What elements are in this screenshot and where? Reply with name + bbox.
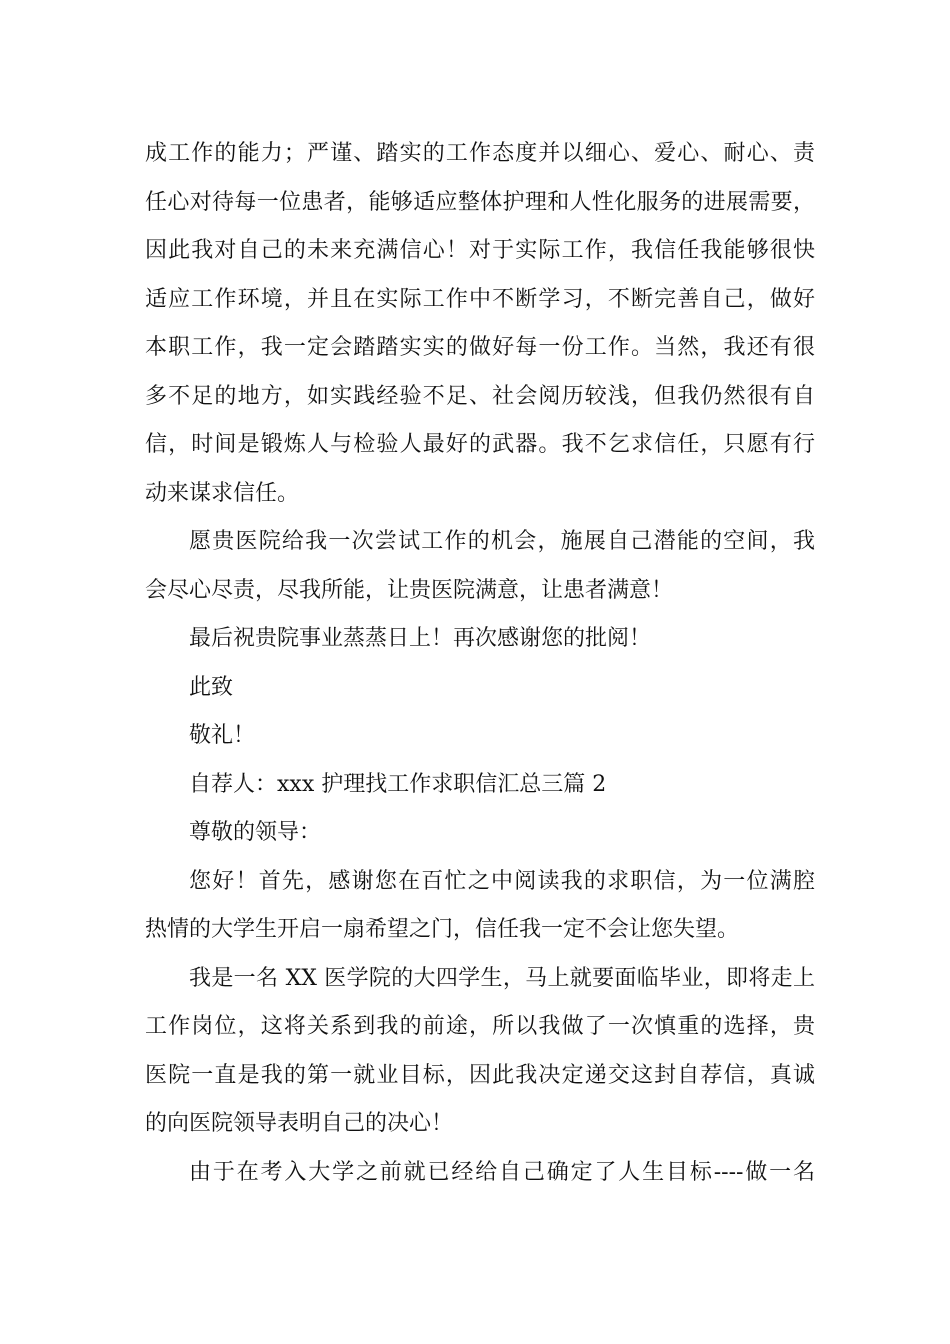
text-line: 尊敬的领导：	[189, 820, 322, 845]
text-line: 本职工作，我一定会踏踏实实的做好每一份工作。当然，我还有很	[145, 335, 815, 360]
text-line: 此致	[189, 674, 234, 700]
text-line: 动来谋求信任。	[145, 480, 300, 506]
text-line: 我是一名 XX 医学院的大四学生，马上就要面临毕业，即将走上	[189, 965, 815, 991]
text-line: 任心对待每一位患者，能够适应整体护理和人性化服务的进展需要，	[145, 189, 815, 215]
text-line: 医院一直是我的第一就业目标，因此我决定递交这封自荐信，真诚	[145, 1062, 815, 1088]
text-line: 热情的大学生开启一扇希望之门，信任我一定不会让您失望。	[145, 917, 740, 942]
text-line: 会尽心尽责，尽我所能，让贵医院满意，让患者满意！	[145, 577, 674, 603]
text-line: 由于在考入大学之前就已经给自己确定了人生目标----做一名	[189, 1159, 815, 1185]
text-line: 敬礼！	[189, 723, 256, 748]
text-line: 自荐人：xxx 护理找工作求职信汇总三篇 2	[189, 771, 607, 797]
text-line: 适应工作环境，并且在实际工作中不断学习，不断完善自己，做好	[145, 286, 815, 312]
letter-body	[145, 130, 815, 1197]
text-line: 的向医院领导表明自己的决心！	[145, 1111, 454, 1136]
text-line: 工作岗位，这将关系到我的前途，所以我做了一次慎重的选择，贵	[145, 1014, 815, 1039]
text-line: 因此我对自己的未来充满信心！对于实际工作，我信任我能够很快	[145, 238, 815, 263]
text-line: 信，时间是锻炼人与检验人最好的武器。我不乞求信任，只愿有行	[145, 432, 815, 457]
text-line: 多不足的地方，如实践经验不足、社会阅历较浅，但我仍然很有自	[145, 383, 815, 409]
text-line: 最后祝贵院事业蒸蒸日上！再次感谢您的批阅！	[189, 626, 652, 651]
text-line: 成工作的能力；严谨、踏实的工作态度并以细心、爱心、耐心、责	[145, 141, 815, 166]
text-line: 愿贵医院给我一次尝试工作的机会，施展自己潜能的空间，我	[189, 529, 815, 554]
text-line: 您好！首先，感谢您在百忙之中阅读我的求职信，为一位满腔	[189, 868, 815, 894]
